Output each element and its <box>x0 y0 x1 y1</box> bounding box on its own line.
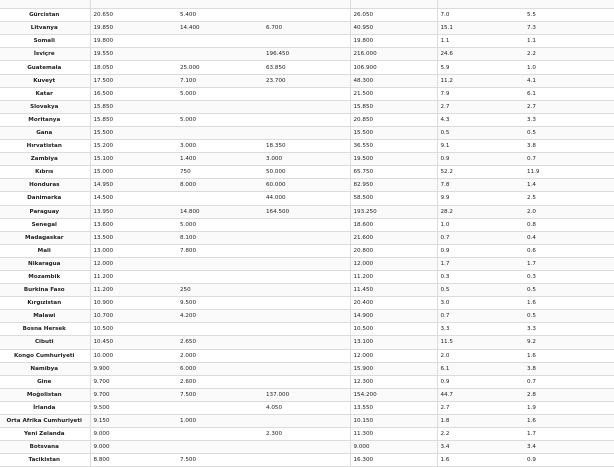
value-cell: 13.550 <box>350 401 437 414</box>
value-cell <box>177 35 263 48</box>
value-cell: 11.5 <box>437 336 524 349</box>
value-cell <box>437 0 524 9</box>
value-cell <box>177 126 263 139</box>
value-cell: 1.6 <box>524 415 614 428</box>
value-cell: 6.000 <box>177 362 263 375</box>
value-cell: 154.200 <box>350 388 437 401</box>
value-cell: 0.6 <box>524 244 614 257</box>
country-name-cell: Paraguay <box>0 205 90 218</box>
value-cell: 1.9 <box>524 401 614 414</box>
value-cell: 18.600 <box>350 218 437 231</box>
value-cell: 0.7 <box>437 231 524 244</box>
country-name-cell: Katar <box>0 87 90 100</box>
value-cell <box>524 0 614 9</box>
country-name-cell: Guatemala <box>0 61 90 74</box>
value-cell: 2.7 <box>437 401 524 414</box>
value-cell: 0.7 <box>524 153 614 166</box>
country-name-cell: Burkina Faso <box>0 284 90 297</box>
country-name-cell: Danimarka <box>0 192 90 205</box>
value-cell: 216.000 <box>350 48 437 61</box>
value-cell: 1.0 <box>437 218 524 231</box>
table-row <box>0 284 614 297</box>
value-cell: 0.7 <box>437 310 524 323</box>
value-cell <box>263 35 350 48</box>
country-name-cell: Gine <box>0 375 90 388</box>
table-row <box>0 35 614 48</box>
value-cell <box>263 87 350 100</box>
value-cell: 21.600 <box>350 231 437 244</box>
value-cell: 3.8 <box>524 362 614 375</box>
table-row <box>0 388 614 401</box>
value-cell: 1.7 <box>524 257 614 270</box>
value-cell: 10.500 <box>90 323 177 336</box>
table-row <box>0 74 614 87</box>
country-name-cell: Yeni Zelanda <box>0 428 90 441</box>
value-cell: 26.050 <box>350 9 437 22</box>
value-cell: 2.0 <box>437 349 524 362</box>
value-cell: 7.3 <box>524 22 614 35</box>
table-row <box>0 0 614 9</box>
table-row <box>0 231 614 244</box>
country-name-cell: Kırgızistan <box>0 297 90 310</box>
value-cell: 1.1 <box>437 35 524 48</box>
value-cell: 18.350 <box>263 140 350 153</box>
value-cell: 2.0 <box>524 205 614 218</box>
value-cell: 21.500 <box>350 87 437 100</box>
value-cell: 7.0 <box>437 9 524 22</box>
value-cell: 7.8 <box>437 179 524 192</box>
value-cell: 0.9 <box>437 153 524 166</box>
value-cell: 10.500 <box>350 323 437 336</box>
value-cell: 11.450 <box>350 284 437 297</box>
value-cell: 13.100 <box>350 336 437 349</box>
value-cell: 19.850 <box>90 22 177 35</box>
value-cell <box>263 126 350 139</box>
country-name-cell: Gürcistan <box>0 9 90 22</box>
value-cell: 11.200 <box>350 270 437 283</box>
value-cell: 2.7 <box>524 100 614 113</box>
value-cell: 44.7 <box>437 388 524 401</box>
country-name-cell: İrlanda <box>0 401 90 414</box>
value-cell: 5.000 <box>177 218 263 231</box>
value-cell: 15.100 <box>90 153 177 166</box>
value-cell <box>263 454 350 467</box>
value-cell: 4.3 <box>437 113 524 126</box>
table-row <box>0 401 614 414</box>
value-cell: 250 <box>177 284 263 297</box>
value-cell: 8.800 <box>90 454 177 467</box>
value-cell: 10.700 <box>90 310 177 323</box>
value-cell: 25.000 <box>177 61 263 74</box>
value-cell: 3.000 <box>263 153 350 166</box>
table-row <box>0 415 614 428</box>
value-cell: 17.500 <box>90 74 177 87</box>
value-cell: 1.7 <box>437 257 524 270</box>
table-row <box>0 87 614 100</box>
value-cell: 1.7 <box>524 428 614 441</box>
value-cell: 2.650 <box>177 336 263 349</box>
value-cell: 12.000 <box>350 257 437 270</box>
country-name-cell: Cibuti <box>0 336 90 349</box>
value-cell: 9.700 <box>90 388 177 401</box>
country-name-cell: Litvanya <box>0 22 90 35</box>
value-cell: 9.000 <box>90 441 177 454</box>
value-cell: 0.9 <box>437 244 524 257</box>
country-name-cell: Kongo Cumhuriyeti <box>0 349 90 362</box>
table-row <box>0 218 614 231</box>
value-cell: 0.9 <box>524 454 614 467</box>
value-cell: 106.900 <box>350 61 437 74</box>
value-cell: 6.700 <box>263 22 350 35</box>
value-cell: 10.450 <box>90 336 177 349</box>
country-name-cell: Slovakya <box>0 100 90 113</box>
value-cell: 9.700 <box>90 375 177 388</box>
value-cell: 9.150 <box>90 415 177 428</box>
value-cell <box>263 270 350 283</box>
value-cell: 9.500 <box>177 297 263 310</box>
value-cell: 164.500 <box>263 205 350 218</box>
value-cell <box>263 441 350 454</box>
table-row <box>0 192 614 205</box>
value-cell: 65.750 <box>350 166 437 179</box>
value-cell: 0.7 <box>524 375 614 388</box>
country-name-cell: Kıbrıs <box>0 166 90 179</box>
table-row <box>0 257 614 270</box>
table-row <box>0 454 614 467</box>
table-row <box>0 9 614 22</box>
country-name-cell: Moritanya <box>0 113 90 126</box>
value-cell <box>177 0 263 9</box>
value-cell: 7.100 <box>177 74 263 87</box>
value-cell: 13.600 <box>90 218 177 231</box>
value-cell: 19.550 <box>90 48 177 61</box>
table-row <box>0 244 614 257</box>
value-cell: 3.8 <box>524 140 614 153</box>
value-cell: 0.5 <box>524 310 614 323</box>
value-cell: 1.0 <box>524 61 614 74</box>
value-cell: 4.050 <box>263 401 350 414</box>
table-row <box>0 362 614 375</box>
value-cell: 0.3 <box>437 270 524 283</box>
value-cell: 15.850 <box>350 100 437 113</box>
country-name-cell: Namibya <box>0 362 90 375</box>
value-cell: 20.650 <box>90 9 177 22</box>
value-cell: 1.1 <box>524 35 614 48</box>
value-cell: 9.9 <box>437 192 524 205</box>
value-cell: 193.250 <box>350 205 437 218</box>
value-cell: 50.000 <box>263 166 350 179</box>
value-cell <box>263 415 350 428</box>
value-cell: 9.500 <box>90 401 177 414</box>
value-cell: 9.1 <box>437 140 524 153</box>
value-cell: 3.3 <box>524 323 614 336</box>
value-cell: 2.2 <box>437 428 524 441</box>
value-cell <box>263 0 350 9</box>
value-cell: 9.000 <box>350 441 437 454</box>
value-cell: 0.8 <box>524 218 614 231</box>
value-cell: 19.500 <box>350 153 437 166</box>
value-cell: 2.300 <box>263 428 350 441</box>
value-cell: 3.4 <box>437 441 524 454</box>
value-cell: 11.2 <box>437 74 524 87</box>
value-cell: 15.200 <box>90 140 177 153</box>
value-cell: 7.500 <box>177 454 263 467</box>
value-cell <box>177 100 263 113</box>
value-cell: 4.1 <box>524 74 614 87</box>
country-name-cell: Mali <box>0 244 90 257</box>
table-row <box>0 153 614 166</box>
value-cell: 8.100 <box>177 231 263 244</box>
table-row <box>0 375 614 388</box>
table-row <box>0 126 614 139</box>
value-cell <box>177 270 263 283</box>
value-cell: 0.5 <box>524 284 614 297</box>
value-cell <box>177 428 263 441</box>
country-name-cell: Somali <box>0 35 90 48</box>
table-row <box>0 48 614 61</box>
table-row <box>0 336 614 349</box>
value-cell <box>263 310 350 323</box>
value-cell: 7.800 <box>177 244 263 257</box>
value-cell: 14.800 <box>177 205 263 218</box>
value-cell: 5.5 <box>524 9 614 22</box>
value-cell: 0.3 <box>524 270 614 283</box>
value-cell: 7.500 <box>177 388 263 401</box>
value-cell: 2.600 <box>177 375 263 388</box>
value-cell: 12.000 <box>350 349 437 362</box>
value-cell <box>177 441 263 454</box>
value-cell: 12.300 <box>350 375 437 388</box>
value-cell: 11.200 <box>90 270 177 283</box>
value-cell: 8.000 <box>177 179 263 192</box>
value-cell <box>263 231 350 244</box>
value-cell: 14.900 <box>350 310 437 323</box>
country-name-cell: Orta Afrika Cumhuriyeti <box>0 415 90 428</box>
value-cell: 5.000 <box>177 87 263 100</box>
value-cell: 28.2 <box>437 205 524 218</box>
value-cell <box>177 323 263 336</box>
value-cell: 60.000 <box>263 179 350 192</box>
value-cell: 0.5 <box>437 126 524 139</box>
value-cell: 12.000 <box>90 257 177 270</box>
value-cell <box>263 113 350 126</box>
value-cell: 15.500 <box>90 126 177 139</box>
value-cell: 14.500 <box>90 192 177 205</box>
value-cell <box>263 362 350 375</box>
value-cell: 11.300 <box>350 428 437 441</box>
table-row <box>0 270 614 283</box>
table-row <box>0 100 614 113</box>
value-cell <box>90 0 177 9</box>
value-cell <box>177 257 263 270</box>
value-cell <box>263 244 350 257</box>
value-cell <box>350 0 437 9</box>
value-cell <box>263 284 350 297</box>
value-cell: 9.900 <box>90 362 177 375</box>
table-row <box>0 441 614 454</box>
value-cell: 44.000 <box>263 192 350 205</box>
value-cell: 14.400 <box>177 22 263 35</box>
table-row <box>0 61 614 74</box>
value-cell: 3.3 <box>437 323 524 336</box>
value-cell: 13.500 <box>90 231 177 244</box>
value-cell: 9.2 <box>524 336 614 349</box>
value-cell <box>263 323 350 336</box>
value-cell: 3.000 <box>177 140 263 153</box>
value-cell: 2.2 <box>524 48 614 61</box>
country-name-cell: Bosna Hersek <box>0 323 90 336</box>
value-cell: 15.1 <box>437 22 524 35</box>
value-cell: 23.700 <box>263 74 350 87</box>
value-cell: 6.1 <box>524 87 614 100</box>
value-cell: 10.900 <box>90 297 177 310</box>
table-row <box>0 310 614 323</box>
value-cell: 5.9 <box>437 61 524 74</box>
table-row <box>0 205 614 218</box>
value-cell: 0.5 <box>524 126 614 139</box>
value-cell: 58.500 <box>350 192 437 205</box>
value-cell: 1.8 <box>437 415 524 428</box>
value-cell: 20.850 <box>350 113 437 126</box>
value-cell: 48.300 <box>350 74 437 87</box>
country-name-cell: Kuveyt <box>0 74 90 87</box>
value-cell: 63.850 <box>263 61 350 74</box>
value-cell: 16.300 <box>350 454 437 467</box>
value-cell: 13.950 <box>90 205 177 218</box>
value-cell: 5.400 <box>177 9 263 22</box>
value-cell: 19.800 <box>350 35 437 48</box>
country-name-cell: Madagaskar <box>0 231 90 244</box>
value-cell: 11.9 <box>524 166 614 179</box>
value-cell: 1.6 <box>524 297 614 310</box>
table-row <box>0 323 614 336</box>
value-cell: 3.0 <box>437 297 524 310</box>
value-cell: 16.500 <box>90 87 177 100</box>
value-cell: 13.000 <box>90 244 177 257</box>
table-row <box>0 22 614 35</box>
value-cell <box>263 297 350 310</box>
table-row <box>0 140 614 153</box>
value-cell: 20.400 <box>350 297 437 310</box>
table-row <box>0 428 614 441</box>
value-cell <box>263 349 350 362</box>
value-cell: 0.9 <box>437 375 524 388</box>
country-name-cell: Hırvatistan <box>0 140 90 153</box>
table-row <box>0 349 614 362</box>
value-cell: 3.3 <box>524 113 614 126</box>
value-cell: 82.950 <box>350 179 437 192</box>
value-cell: 9.000 <box>90 428 177 441</box>
value-cell: 18.050 <box>90 61 177 74</box>
value-cell: 1.6 <box>524 349 614 362</box>
value-cell: 1.6 <box>437 454 524 467</box>
country-name-cell: Senegal <box>0 218 90 231</box>
value-cell <box>263 257 350 270</box>
value-cell <box>263 100 350 113</box>
value-cell: 52.2 <box>437 166 524 179</box>
value-cell <box>263 9 350 22</box>
value-cell <box>263 218 350 231</box>
value-cell: 15.000 <box>90 166 177 179</box>
country-name-cell: Mozambik <box>0 270 90 283</box>
value-cell: 2.7 <box>437 100 524 113</box>
value-cell: 750 <box>177 166 263 179</box>
value-cell: 20.800 <box>350 244 437 257</box>
country-name-cell: Malawi <box>0 310 90 323</box>
value-cell: 15.500 <box>350 126 437 139</box>
table-row <box>0 166 614 179</box>
value-cell: 2.5 <box>524 192 614 205</box>
value-cell <box>177 48 263 61</box>
value-cell: 11.200 <box>90 284 177 297</box>
value-cell: 1.400 <box>177 153 263 166</box>
value-cell: 2.8 <box>524 388 614 401</box>
value-cell: 4.200 <box>177 310 263 323</box>
value-cell: 15.900 <box>350 362 437 375</box>
value-cell: 40.950 <box>350 22 437 35</box>
country-name-cell: Nikaragua <box>0 257 90 270</box>
value-cell: 0.5 <box>437 284 524 297</box>
country-name-cell: İsviçre <box>0 48 90 61</box>
value-cell <box>263 375 350 388</box>
value-cell: 3.4 <box>524 441 614 454</box>
value-cell: 5.000 <box>177 113 263 126</box>
country-name-cell: Honduras <box>0 179 90 192</box>
value-cell: 36.550 <box>350 140 437 153</box>
table-row <box>0 179 614 192</box>
value-cell: 10.150 <box>350 415 437 428</box>
value-cell: 6.1 <box>437 362 524 375</box>
value-cell: 19.800 <box>90 35 177 48</box>
value-cell: 1.4 <box>524 179 614 192</box>
table-row <box>0 113 614 126</box>
value-cell: 15.850 <box>90 100 177 113</box>
value-cell: 14.950 <box>90 179 177 192</box>
value-cell: 0.4 <box>524 231 614 244</box>
value-cell: 2.000 <box>177 349 263 362</box>
country-name-cell <box>0 0 90 9</box>
value-cell: 196.450 <box>263 48 350 61</box>
value-cell <box>177 192 263 205</box>
value-cell: 137.000 <box>263 388 350 401</box>
value-cell <box>263 336 350 349</box>
value-cell: 1.000 <box>177 415 263 428</box>
country-name-cell: Zambiya <box>0 153 90 166</box>
value-cell: 7.9 <box>437 87 524 100</box>
value-cell: 24.6 <box>437 48 524 61</box>
value-cell: 15.850 <box>90 113 177 126</box>
country-name-cell: Gana <box>0 126 90 139</box>
country-name-cell: Botsvana <box>0 441 90 454</box>
country-name-cell: Moğolistan <box>0 388 90 401</box>
value-cell <box>177 401 263 414</box>
value-cell: 10.000 <box>90 349 177 362</box>
country-name-cell: Tacikistan <box>0 454 90 467</box>
table-row <box>0 297 614 310</box>
